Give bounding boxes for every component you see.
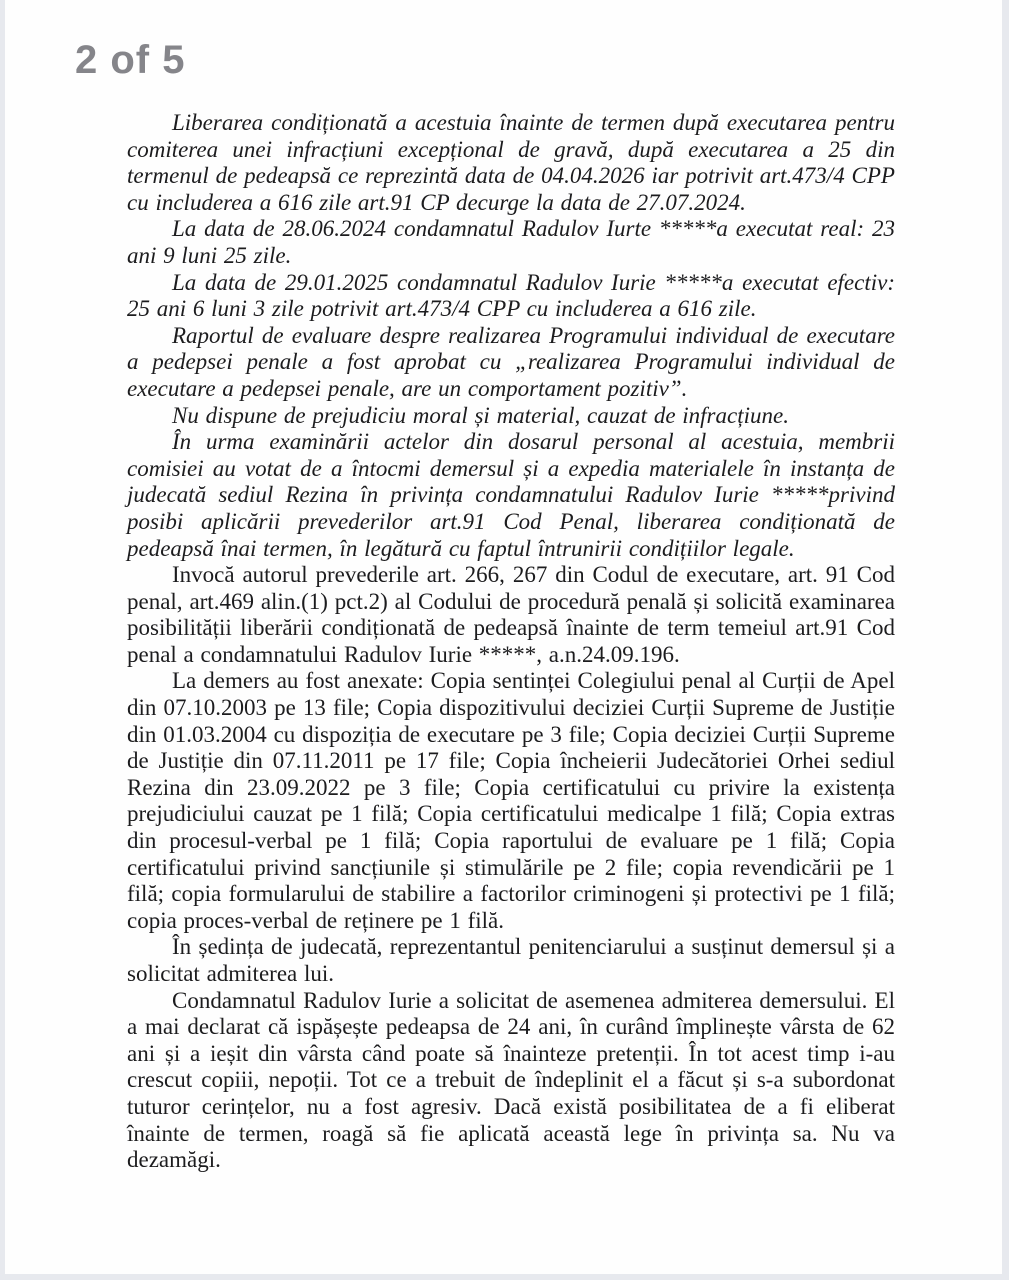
- document-body: [127, 110, 895, 1174]
- paragraph: La data de 29.01.2025 condamnatul Radulov Iurie *****a executat efectiv: 25 ani 6 luni 3 zile potrivit art.473/4 CPP cu includerea a 616 zile.: [127, 269, 895, 322]
- paragraph: Liberarea condiționată a acestuia înainte de termen după executarea pentru comiterea unei infracțiuni excepțional de gravă, după executarea a 25 din termenul de pedeapsă ce reprezintă data de 04.04.2026 iar potrivit art.473/4 CPP cu includerea a 616 zile art.91 CP decurge la data de 27.07.2024.: [127, 110, 895, 215]
- paragraph: Condamnatul Radulov Iurie a solicitat de asemenea admiterea demersului. El a mai declarat că ispășește pedeapsa de 24 ani, în curând împlinește vârsta de 62 ani și a ieșit din vârsta când poate să înainteze pretenții. În tot acest timp i-au crescut copiii, nepoții. Tot ce a trebuit de îndeplinit el a făcut și s-a subordonat tuturor cerințelor, nu a fost agresiv. Dacă există posibilitatea de a fi eliberat înainte de termen, roagă să fie aplicată această lege în privința sa. Nu va dezamăgi.: [127, 987, 895, 1173]
- paragraph: În urma examinării actelor din dosarul personal al acestuia, membrii comisiei au votat de a întocmi demersul și a expedia materialele în instanța de judecată sediul Rezina în privința condamnatului Radulov Iurie *****privind posibi aplicării prevederilor art.91 Cod Penal, liberarea condiționată de pedeapsă înai termen, în legătură cu faptul întrunirii condițiilor legale.: [127, 429, 895, 561]
- paragraph: Invocă autorul prevederile art. 266, 267 din Codul de executare, art. 91 Cod penal, art.469 alin.(1) pct.2) al Codului de procedură penală și solicită examinarea posibilității liberării condiționată de pedeapsă înainte de term temeiul art.91 Cod penal a condamnatului Radulov Iurie *****, a.n.24.09.196.: [127, 562, 895, 667]
- paragraph: În ședința de judecată, reprezentantul penitenciarului a susținut demersul și a solicitat admiterea lui.: [127, 934, 895, 986]
- page-number-indicator: 2 of 5: [75, 38, 186, 82]
- paragraph: Raportul de evaluare despre realizarea Programului individual de executare a pedepsei penale a fost aprobat cu „realizarea Programului individual de executare a pedepsei penale, are un comportament pozitiv”.: [127, 322, 895, 401]
- document-page: [5, 0, 1002, 1274]
- paragraph: La demers au fost anexate: Copia sentinței Colegiului penal al Curții de Apel din 07.10.2003 pe 13 file; Copia dispozitivului deciziei Curții Supreme de Justiție din 01.03.2004 cu dispoziția de executare pe 3 file; Copia deciziei Curții Supreme de Justiție din 07.11.2011 pe 17 file; Copia încheierii Judecătoriei Orhei sediul Rezina din 23.09.2022 pe 3 file; Copia certificatului cu privire la existența prejudiciului cauzat pe 1 filă; Copia certificatului medicalpe 1 filă; Copia extras din procesul-verbal pe 1 filă; Copia raportului de evaluare pe 1 filă; Copia certificatului privind sancțiunile și stimulările pe 2 file; copia revendicării pe 1 filă; copia formularului de stabilire a factorilor criminogeni și protectivi pe 1 filă; copia proces-verbal de reținere pe 1 filă.: [127, 668, 895, 933]
- paragraph: Nu dispune de prejudiciu moral și material, cauzat de infracțiune.: [172, 402, 789, 428]
- paragraph: La data de 28.06.2024 condamnatul Radulov Iurte *****a executat real: 23 ani 9 luni 25 zile.: [127, 216, 895, 268]
